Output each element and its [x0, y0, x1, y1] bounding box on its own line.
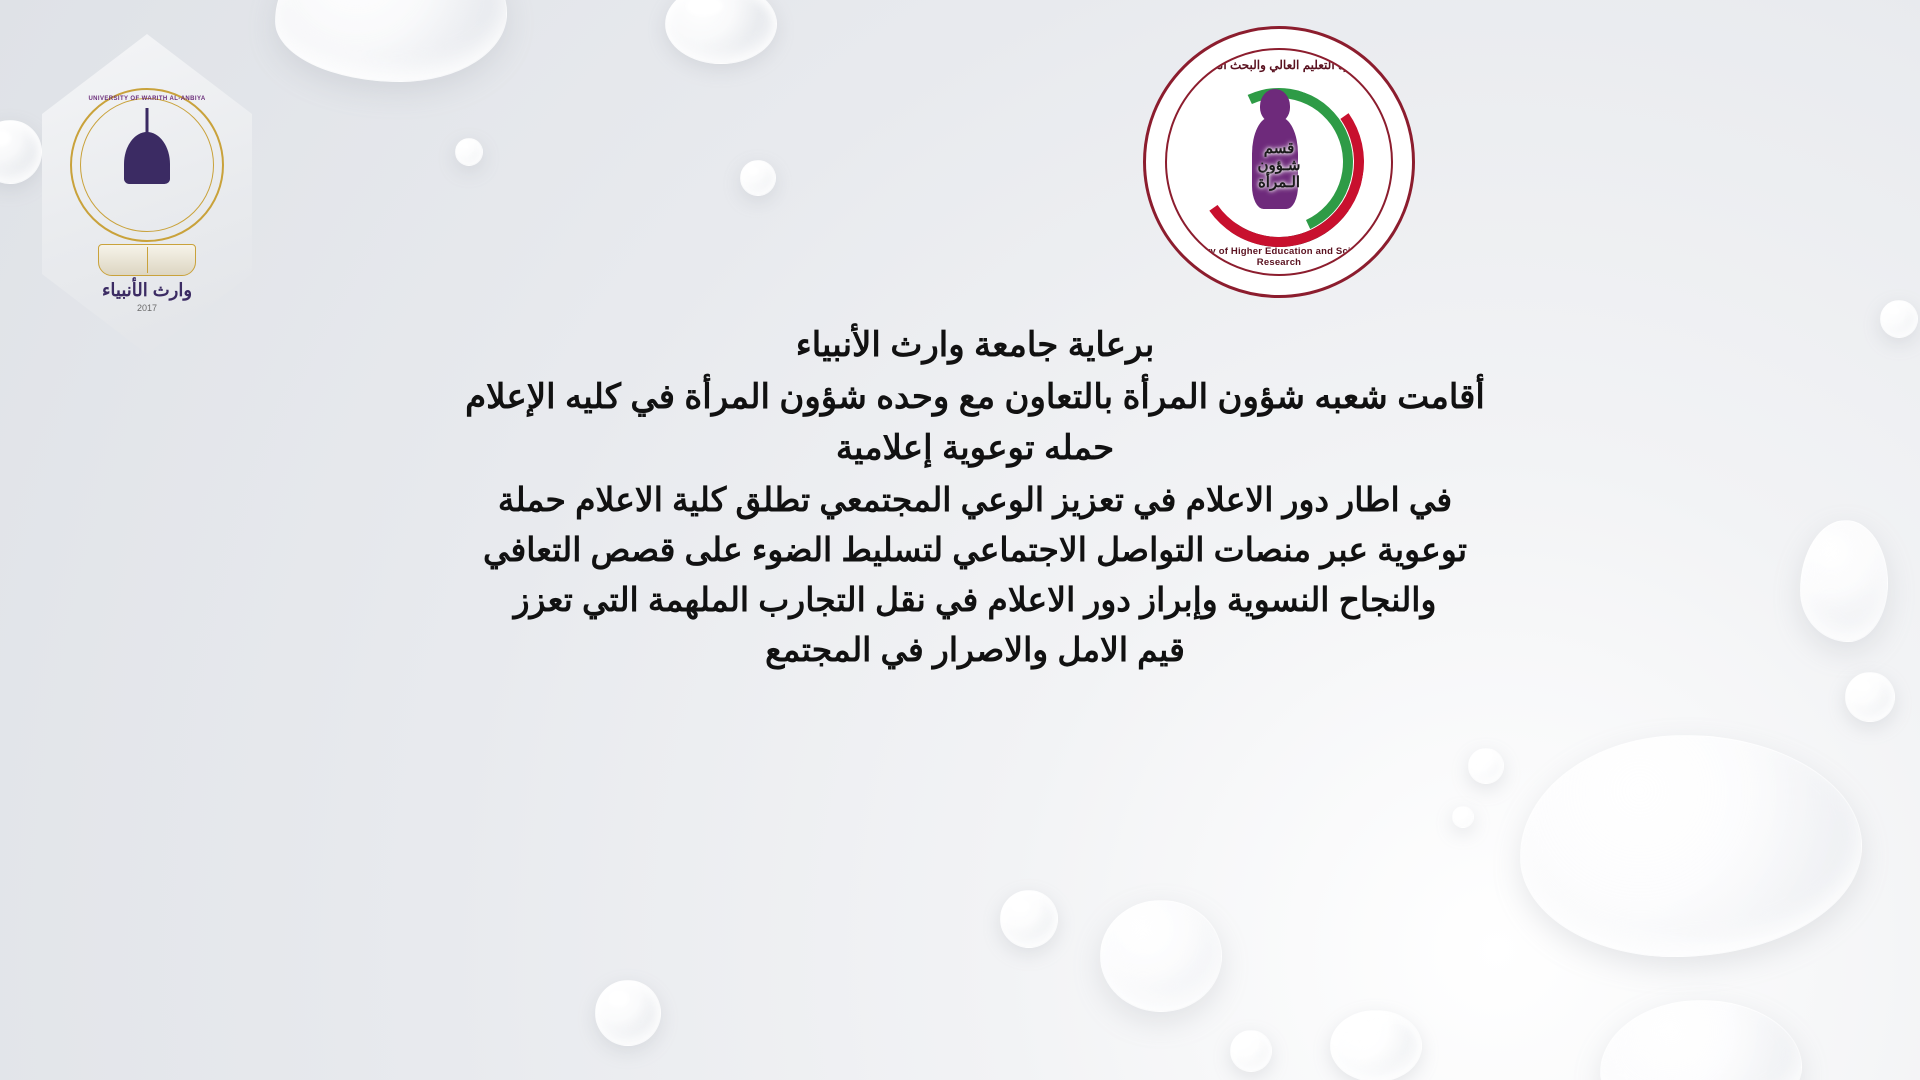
ministry-seal	[1143, 26, 1415, 298]
decorative-bubble	[455, 138, 483, 166]
seal-center-arabic-text: قسم شـؤون الـمرأة	[1257, 140, 1301, 191]
decorative-bubble	[1330, 1010, 1422, 1080]
university-logo	[42, 34, 252, 354]
body-line: حمله توعوية إعلامية	[835, 429, 1115, 468]
dome-icon	[116, 122, 178, 208]
body-line: توعوية عبر منصات التواصل الاجتماعي لتسليط الضوء على قصص التعافي	[482, 531, 1468, 569]
decorative-bubble	[1000, 890, 1058, 948]
decorative-bubble	[1520, 735, 1862, 957]
seal-bottom-english-text: Ministry of Higher Education and Scientific Research	[1177, 246, 1381, 268]
decorative-bubble	[665, 0, 777, 64]
decorative-bubble	[595, 980, 661, 1046]
university-english-title: UNIVERSITY OF WARITH AL-ANBIYA	[88, 96, 206, 102]
decorative-bubble	[1100, 900, 1222, 1012]
decorative-bubble	[1600, 1000, 1802, 1080]
body-line: برعاية جامعة وارث الأنبياء	[795, 326, 1155, 364]
body-line: أقامت شعبه شؤون المرأة بالتعاون مع وحده شؤون المرأة في كليه الإعلام	[465, 377, 1485, 416]
university-founding-year: 2017	[136, 303, 158, 313]
open-book-icon	[98, 244, 196, 276]
decorative-bubble	[740, 160, 776, 196]
decorative-bubble	[1230, 1030, 1272, 1072]
body-line: قيم الامل والاصرار في المجتمع	[765, 631, 1185, 669]
decorative-bubble	[1845, 672, 1895, 722]
decorative-bubble	[1468, 748, 1504, 784]
decorative-bubble	[0, 120, 42, 184]
body-line: والنجاح النسوية وإبراز دور الاعلام في نقل التجارب الملهمة التي تعزز	[513, 581, 1437, 619]
decorative-bubble	[1800, 520, 1888, 642]
decorative-bubble	[275, 0, 507, 82]
university-emblem-ring	[70, 88, 224, 242]
university-arabic-title: وارث الأنبياء	[101, 280, 193, 300]
decorative-bubble	[1880, 300, 1918, 338]
slide-body-text	[150, 320, 1800, 676]
decorative-bubble	[1452, 806, 1474, 828]
seal-top-arabic-text: وزارة التعليم العالي والبحث العلمي	[1192, 58, 1366, 72]
seal-inner-ring	[1165, 48, 1393, 276]
body-line: في اطار دور الاعلام في تعزيز الوعي المجتمعي تطلق كلية الاعلام حملة	[497, 481, 1453, 519]
